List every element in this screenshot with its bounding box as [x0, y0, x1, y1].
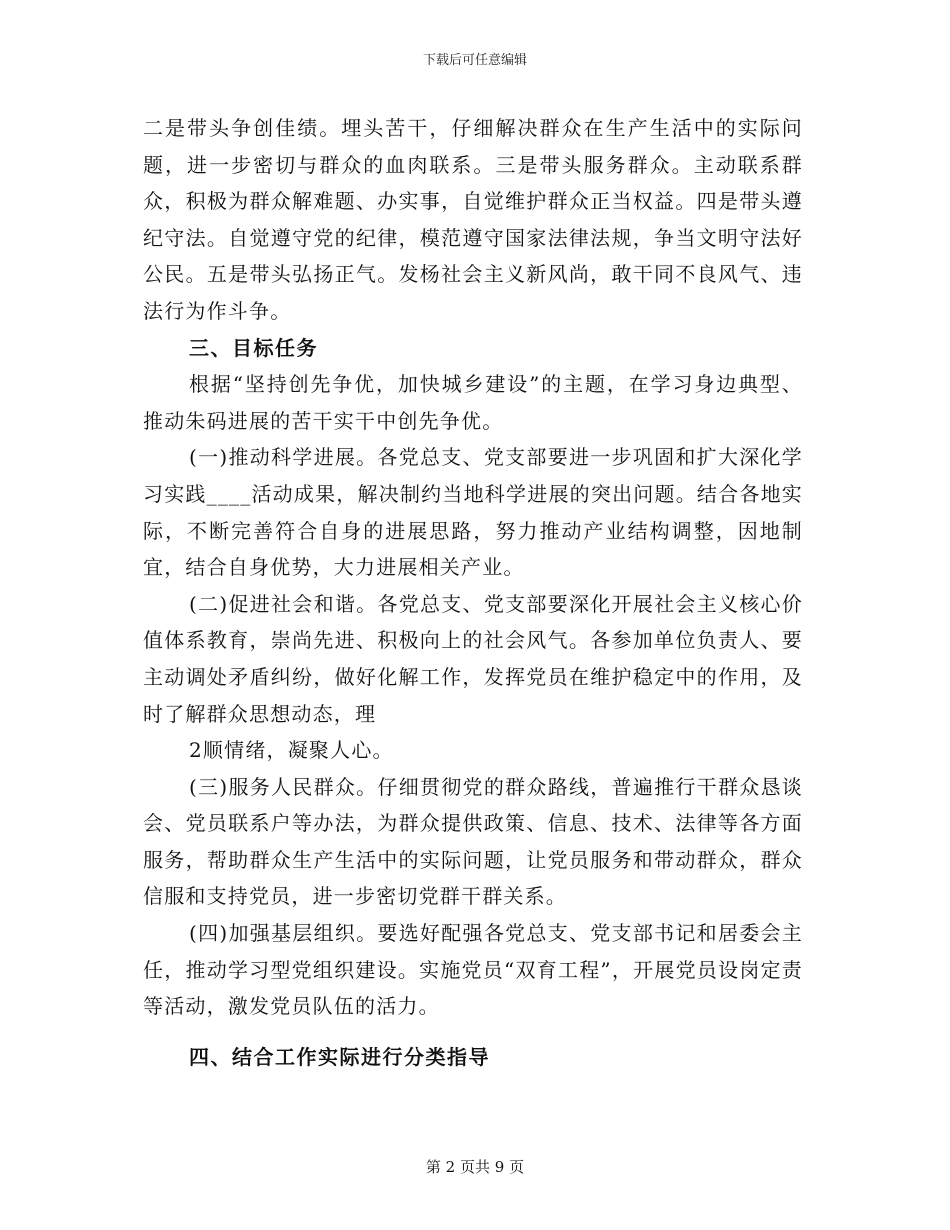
paragraph-item-2-continued: 2顺情绪，凝聚人心。 — [189, 738, 394, 763]
page-header: 下载后可任意编辑 — [422, 53, 527, 68]
paragraph-item-4: (四)加强基层组织。要选好配强各党总支、党支部书记和居委会主任，推动学习型党组织建设。实施党员“双育工程”，开展党员设岗定责等活动，激发党员队伍的活力。 — [143, 921, 803, 1019]
section-heading-guidance: 四、结合工作实际进行分类指导 — [189, 1044, 490, 1069]
paragraph-item-1: (一)推动科学进展。各党总支、党支部要进一步巩固和扩大深化学习实践____活动成果，解决制约当地科学进展的突出问题。结合各地实际，不断完善符合自身的进展思路，努力推动产业结构调整，因地制宜，结合自身优势，大力进展相关产业。 — [143, 445, 803, 580]
page-number: 第 2 页共 9 页 — [425, 1158, 525, 1176]
document-body — [143, 110, 803, 1075]
paragraph-item-2: (二)促进社会和谐。各党总支、党支部要深化开展社会主义核心价值体系教育，崇尚先进、积极向上的社会风气。各参加单位负责人、要主动调处矛盾纠纷，做好化解工作，发挥党员在维护稳定中的作用，及时了解群众思想动态，理 — [143, 591, 803, 726]
paragraph-item-3: (三)服务人民群众。仔细贯彻党的群众路线，普遍推行干群众恳谈会、党员联系户等办法，为群众提供政策、信息、技术、法律等各方面服务，帮助群众生产生活中的实际问题，让党员服务和带动群众，群众信服和支持党员，进一步密切党群干群关系。 — [143, 774, 803, 909]
section-heading-goals: 三、目标任务 — [189, 335, 318, 360]
paragraph-theme: 根据“坚持创先争优，加快城乡建设”的主题，在学习身边典型、推动朱码进展的苦干实干中创先争优。 — [143, 372, 803, 433]
paragraph-exemplary-duties: 二是带头争创佳绩。埋头苦干，仔细解决群众在生产生活中的实际问题，进一步密切与群众的血肉联系。三是带头服务群众。主动联系群众，积极为群众解难题、办实事，自觉维护群众正当权益。四是带头遵纪守法。自觉遵守党的纪律，模范遵守国家法律法规，争当文明守法好公民。五是带头弘扬正气。发杨社会主义新风尚，敢干同不良风气、违法行为作斗争。 — [143, 116, 803, 323]
